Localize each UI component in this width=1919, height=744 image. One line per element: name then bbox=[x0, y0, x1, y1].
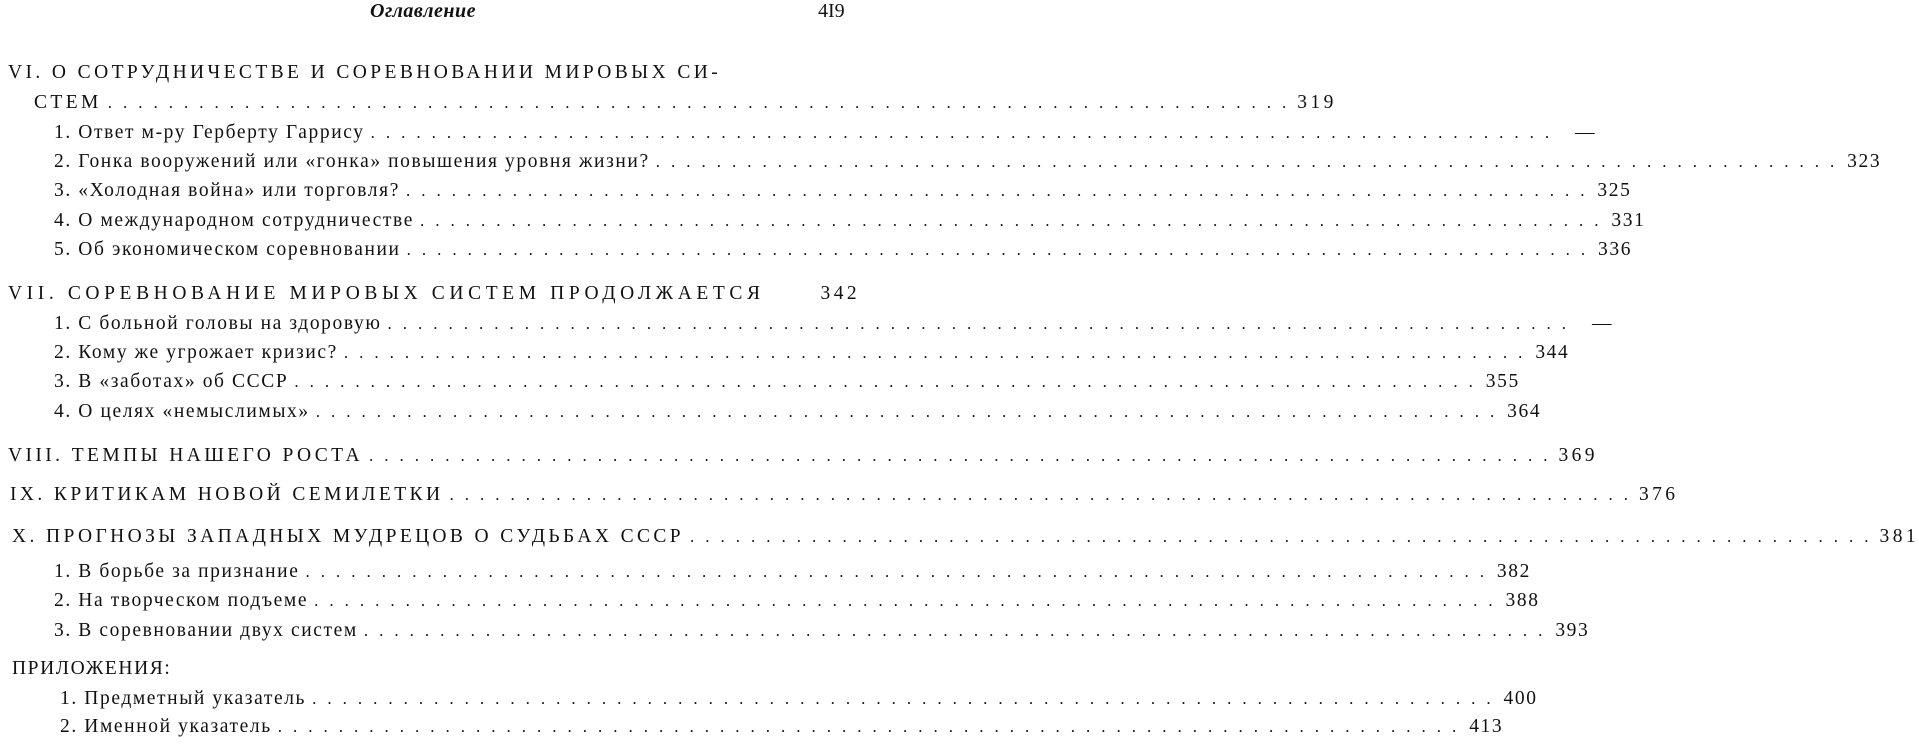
toc-item bbox=[54, 151, 1882, 179]
page-number: 4I9 bbox=[818, 0, 845, 22]
toc-item-page: 331 bbox=[1611, 210, 1646, 231]
toc-appendix-title: ПРИЛОЖЕНИЯ: bbox=[12, 658, 172, 679]
dot-leader: .............................................................................. bbox=[387, 314, 1578, 333]
running-title: Оглавление bbox=[370, 0, 477, 22]
toc-item-label: 4. О международном сотрудничестве bbox=[54, 210, 414, 231]
toc-item bbox=[54, 561, 1531, 589]
toc-item bbox=[60, 716, 1504, 744]
toc-item-page: — bbox=[1575, 122, 1597, 143]
toc-chapter-10 bbox=[12, 526, 1919, 554]
toc-item bbox=[54, 210, 1646, 238]
toc-chapter-8-page: 369 bbox=[1558, 445, 1598, 466]
toc-item-page: 413 bbox=[1469, 716, 1504, 737]
dot-leader: .............................................................................. bbox=[405, 181, 1596, 200]
dot-leader: .............................................................................. bbox=[406, 240, 1597, 259]
toc-chapter-6-title: VI. О СОТРУДНИЧЕСТВЕ И СОРЕВНОВАНИИ МИРОВЫХ СИ- bbox=[8, 62, 722, 83]
page-header bbox=[0, 0, 871, 28]
toc-item-page: 325 bbox=[1597, 180, 1632, 201]
toc-item-label: 3. «Холодная война» или торговля? bbox=[54, 180, 400, 201]
dot-leader: .............................................................................. bbox=[419, 211, 1610, 230]
toc-item bbox=[54, 180, 1632, 208]
toc-item-label: 1. Ответ м-ру Герберту Гаррису bbox=[54, 122, 365, 143]
toc-chapter-10-page: 381 bbox=[1879, 526, 1919, 547]
toc-chapter-7-title: VII. СОРЕВНОВАНИЕ МИРОВЫХ СИСТЕМ ПРОДОЛЖАЕТСЯ bbox=[8, 283, 765, 304]
toc-chapter-6-line2 bbox=[34, 92, 1337, 120]
toc-item-label: 3. В «заботах» об СССР bbox=[54, 371, 289, 392]
dot-leader: .............................................................................. bbox=[277, 717, 1468, 736]
toc-item bbox=[60, 688, 1538, 716]
toc-item bbox=[54, 342, 1570, 370]
toc-item bbox=[54, 122, 1597, 150]
dot-leader: .............................................................................. bbox=[449, 485, 1639, 504]
dot-leader: .............................................................................. bbox=[363, 621, 1554, 640]
toc-chapter-6-line1 bbox=[8, 62, 798, 90]
toc-chapter-6-page: 319 bbox=[1297, 92, 1337, 113]
toc-item-page: 323 bbox=[1847, 151, 1882, 172]
toc-chapter-7 bbox=[8, 283, 860, 311]
dot-leader: .............................................................................. bbox=[370, 123, 1561, 142]
toc-item-page: 336 bbox=[1598, 239, 1633, 260]
toc-item bbox=[54, 239, 1633, 267]
toc-item-page: 344 bbox=[1535, 342, 1570, 363]
dot-leader: .............................................................................. bbox=[368, 446, 1559, 465]
toc-item-page: — bbox=[1591, 313, 1614, 334]
toc-item-label: 2. На творческом подъеме bbox=[54, 590, 309, 611]
toc-item-page: 388 bbox=[1505, 590, 1540, 611]
dot-leader: .............................................................................. bbox=[655, 152, 1846, 171]
toc-item bbox=[54, 590, 1540, 618]
dot-leader: .............................................................................. bbox=[312, 689, 1502, 708]
dot-leader: .............................................................................. bbox=[305, 562, 1495, 581]
toc-item-label: 4. О целях «немыслимых» bbox=[54, 401, 310, 422]
dot-leader: .............................................................................. bbox=[690, 527, 1880, 546]
dot-leader: .............................................................................. bbox=[315, 402, 1506, 421]
toc-chapter-7-page: 342 bbox=[820, 283, 860, 304]
toc-item-label: 1. С больной головы на здоровую bbox=[54, 313, 382, 334]
toc-item-label: 2. Гонка вооружений или «гонка» повышения уровня жизни? bbox=[54, 151, 650, 172]
toc-item-page: 400 bbox=[1503, 688, 1538, 709]
toc-item-page: 364 bbox=[1507, 401, 1542, 422]
toc-appendix bbox=[12, 658, 860, 686]
toc-chapter-9-title: IX. КРИТИКАМ НОВОЙ СЕМИЛЕТКИ bbox=[10, 484, 444, 505]
toc-chapter-10-title: X. ПРОГНОЗЫ ЗАПАДНЫХ МУДРЕЦОВ О СУДЬБАХ СССР bbox=[12, 526, 685, 547]
toc-item-label: 5. Об экономическом соревновании bbox=[54, 239, 401, 260]
toc-item-page: 393 bbox=[1555, 620, 1590, 641]
toc-item-page: 355 bbox=[1485, 371, 1520, 392]
dot-leader: .............................................................................. bbox=[314, 591, 1504, 610]
toc-item bbox=[54, 371, 1520, 399]
dot-leader: .............................................................................. bbox=[294, 372, 1484, 391]
dot-leader: .............................................................................. bbox=[343, 343, 1534, 362]
toc-chapter-6-title-cont: СТЕМ bbox=[34, 92, 102, 113]
toc-item bbox=[54, 313, 1614, 341]
toc-item bbox=[54, 401, 1542, 429]
toc-item-page: 382 bbox=[1496, 561, 1531, 582]
toc-item-label: 3. В соревновании двух систем bbox=[54, 620, 358, 641]
toc-chapter-9 bbox=[10, 484, 1679, 512]
toc-item-label: 2. Именной указатель bbox=[60, 716, 272, 737]
toc-chapter-8 bbox=[8, 445, 1598, 473]
toc-chapter-8-title: VIII. ТЕМПЫ НАШЕГО РОСТА bbox=[8, 445, 363, 466]
toc-item-label: 1. Предметный указатель bbox=[60, 688, 307, 709]
toc-chapter-9-page: 376 bbox=[1638, 484, 1679, 505]
toc-item bbox=[54, 620, 1590, 648]
toc-item-label: 1. В борьбе за признание bbox=[54, 561, 300, 582]
dot-leader: .............................................................................. bbox=[107, 93, 1298, 112]
toc-item-label: 2. Кому же угрожает кризис? bbox=[54, 342, 338, 363]
